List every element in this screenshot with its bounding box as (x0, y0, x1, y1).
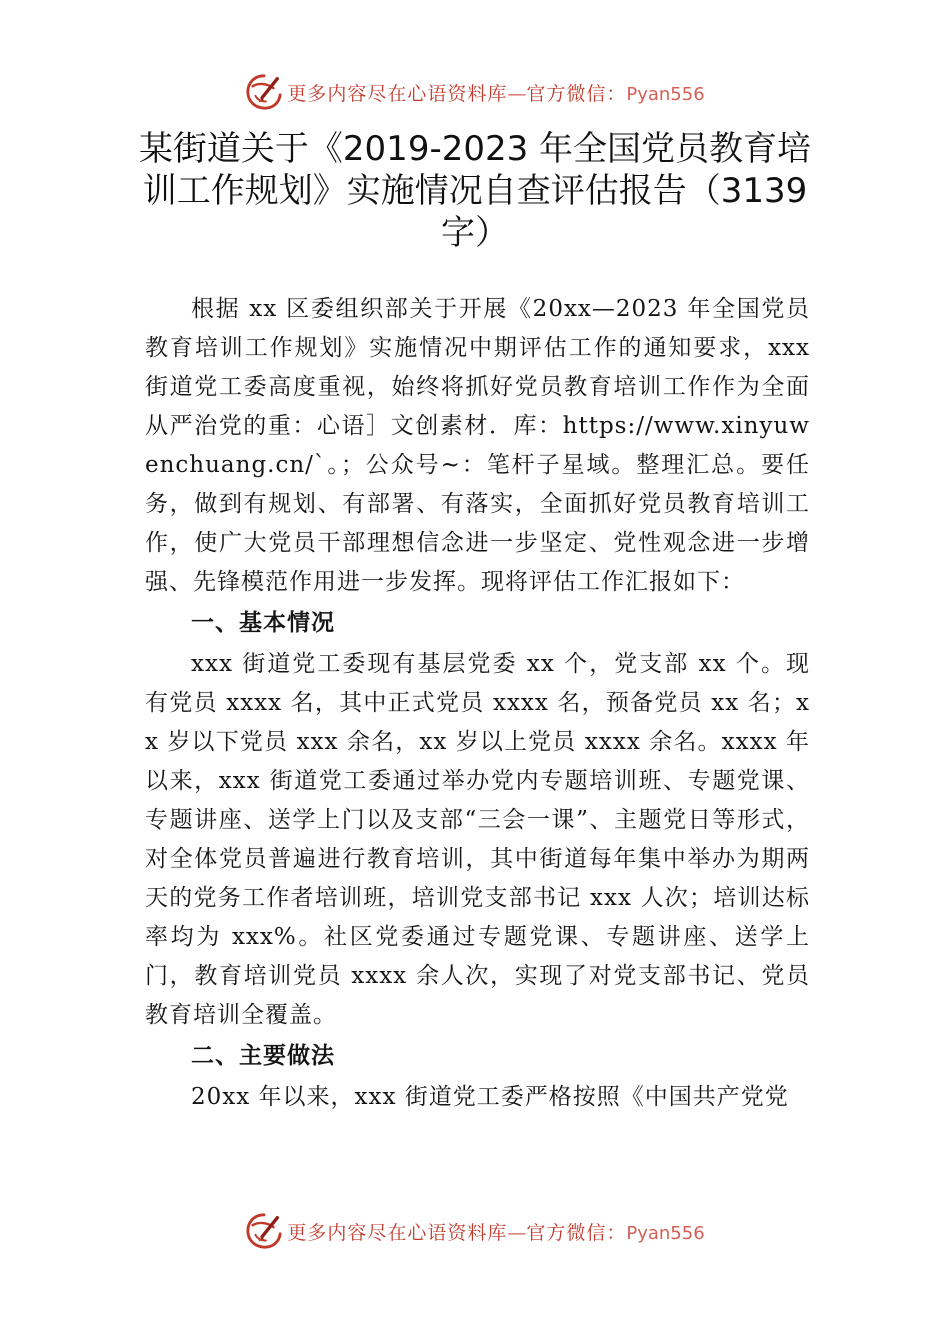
footer-banner (0, 1209, 950, 1253)
section-paragraph-practices: 20xx 年以来，xxx 街道党工委严格按照《中国共产党党 (191, 1084, 789, 1110)
brush-logo-icon (245, 1212, 283, 1250)
header-banner (0, 70, 950, 114)
section-heading-basic: 一、基本情况 (191, 610, 335, 636)
section-heading-practices: 二、主要做法 (191, 1043, 335, 1069)
banner-slogan: 更多内容尽在心语资料库—官方微信：Pyan556 (287, 1221, 705, 1244)
intro-paragraph: 根据 xx 区委组织部关于开展《20xx—2023 年全国党员教育培训工作规划》实施情况中期评估工作的通知要求，xxx 街道党工委高度重视，始终将抓好党员教育培训工作作为全面从严治党的重：心语］文创素材．库：https://www.xinyuwenchuang.cn/`。；公众号~：笔杆子星域。整理汇总。要任务，做到有规划、有部署、有落实，全面抓好党员教育培训工作，使广大党员干部理想信念进一步坚定、党性观念进一步增强、先锋模范作用进一步发挥。现将评估工作汇报如下： (145, 296, 810, 595)
document-body (145, 290, 810, 1117)
wechat-id: Pyan556 (626, 1222, 705, 1244)
wechat-id: Pyan556 (626, 83, 705, 105)
brush-logo-icon (245, 73, 283, 111)
banner-slogan: 更多内容尽在心语资料库—官方微信：Pyan556 (287, 82, 705, 105)
section-paragraph-basic: xxx 街道党工委现有基层党委 xx 个，党支部 xx 个。现有党员 xxxx 名，其中正式党员 xxxx 名，预备党员 xx 名；xx 岁以下党员 xxx 余名，xx 岁以上党员 xxxx 余名。xxxx 年以来，xxx 街道党工委通过举办党内专题培训班、专题党课、专题讲座、送学上门以及支部“三会一课”、主题党日等形式，对全体党员普遍进行教育培训，其中街道每年集中举办为期两天的党务工作者培训班，培训党支部书记 xxx 人次；培训达标率均为 xxx%。社区党委通过专题党课、专题讲座、送学上门，教育培训党员 xxxx 余人次，实现了对党支部书记、党员教育培训全覆盖。 (145, 651, 810, 1028)
document-title: 某街道关于《2019-2023 年全国党员教育培训工作规划》实施情况自查评估报告（3139字） (138, 129, 812, 253)
